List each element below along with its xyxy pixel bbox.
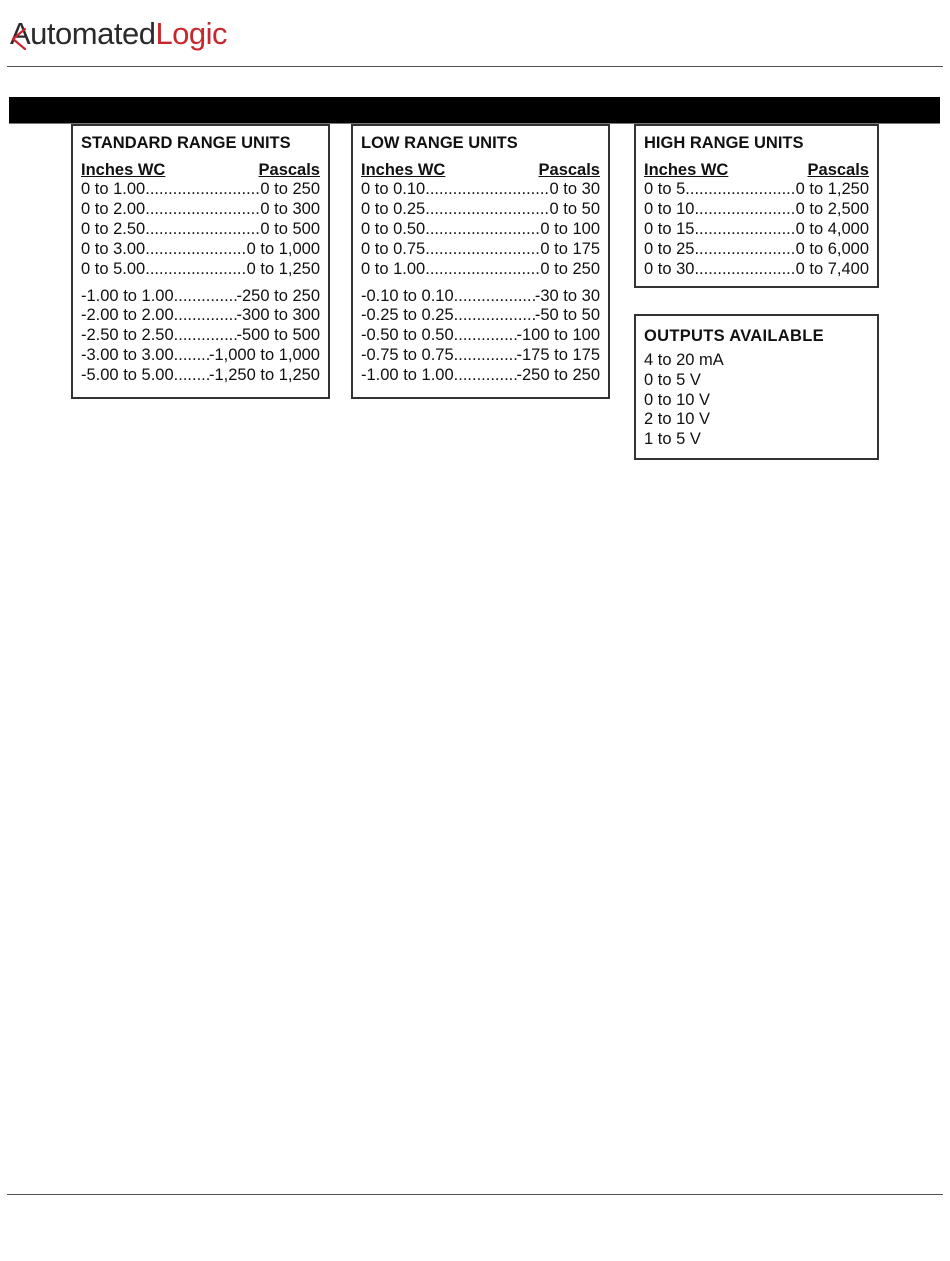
range-row [81, 220, 320, 240]
dot-leader [454, 287, 535, 307]
inches-wc-value: 0 to 5.00 [81, 259, 146, 278]
pascals-value: 0 to 175 [540, 239, 600, 258]
pascals-value: 0 to 250 [540, 259, 600, 278]
pascals-value: -50 to 50 [534, 306, 600, 325]
range-row [81, 366, 320, 386]
inches-wc-value: 0 to 0.25 [361, 199, 426, 218]
pascals-value: 0 to 6,000 [795, 239, 869, 258]
pascals-value: 0 to 1,250 [795, 180, 869, 198]
low-column-headers [361, 160, 600, 180]
range-row [81, 287, 320, 307]
group-spacer [81, 280, 320, 287]
pascals-value: 0 to 100 [540, 219, 600, 238]
pascals-value: -250 to 250 [516, 366, 600, 385]
dot-leader [174, 346, 209, 366]
pascals-value: 0 to 1,250 [246, 259, 320, 278]
range-row [361, 366, 600, 386]
standard-column-headers [81, 160, 320, 180]
inches-wc-value: 0 to 30 [644, 259, 695, 278]
column-header-pascals: Pascals [258, 161, 320, 179]
range-row [644, 260, 869, 280]
inches-wc-value: 0 to 1.00 [361, 259, 426, 278]
dot-leader [454, 306, 535, 326]
range-row [361, 306, 600, 326]
dot-leader [174, 287, 237, 307]
dot-leader [145, 240, 246, 260]
low-range-box [351, 124, 610, 399]
pascals-value: -1,250 to 1,250 [208, 366, 320, 385]
section-title-bar [9, 97, 940, 124]
inches-wc-value: 0 to 0.75 [361, 239, 426, 258]
range-row [361, 200, 600, 220]
outputs-available-title: OUTPUTS AVAILABLE [644, 327, 824, 345]
pascals-value: 0 to 300 [260, 199, 320, 218]
dot-leader [454, 346, 517, 366]
inches-wc-value: -2.50 to 2.50 [81, 326, 174, 345]
inches-wc-value: -0.25 to 0.25 [361, 306, 454, 325]
inches-wc-value: -1.00 to 1.00 [81, 286, 174, 305]
range-row [81, 260, 320, 280]
inches-wc-value: -3.00 to 3.00 [81, 346, 174, 365]
group-spacer [361, 280, 600, 287]
dot-leader [425, 200, 549, 220]
inches-wc-value: -5.00 to 5.00 [81, 366, 174, 385]
logo-swoosh-icon [10, 26, 34, 50]
dot-leader [694, 240, 795, 260]
inches-wc-value: 0 to 2.00 [81, 199, 146, 218]
dot-leader [425, 180, 549, 200]
range-row [81, 306, 320, 326]
footer-divider [7, 1194, 943, 1195]
dot-leader [174, 366, 209, 386]
pascals-value: -250 to 250 [236, 286, 320, 305]
standard-group-positive [81, 180, 320, 280]
pascals-value: -100 to 100 [516, 326, 600, 345]
inches-wc-value: 0 to 5 [644, 180, 686, 198]
pascals-value: -175 to 175 [516, 346, 600, 365]
range-row [644, 200, 869, 220]
pascals-value: 0 to 250 [260, 180, 320, 198]
range-row [81, 326, 320, 346]
dot-leader [694, 200, 795, 220]
output-item: 0 to 5 V [644, 370, 701, 389]
range-row [361, 180, 600, 200]
column-header-inches-wc: Inches WC [644, 161, 729, 179]
high-range-box [634, 124, 879, 288]
inches-wc-value: 0 to 25 [644, 239, 695, 258]
output-item: 0 to 10 V [644, 390, 711, 409]
range-row [361, 326, 600, 346]
pascals-value: 0 to 7,400 [795, 259, 869, 278]
pascals-value: 0 to 50 [549, 199, 600, 218]
pascals-value: 0 to 1,000 [246, 239, 320, 258]
inches-wc-value: -0.10 to 0.10 [361, 286, 454, 305]
standard-group-bipolar [81, 287, 320, 387]
dot-leader [174, 326, 237, 346]
dot-leader [425, 220, 540, 240]
logo-text-logic: Logic [155, 16, 228, 51]
range-row [644, 220, 869, 240]
output-item: 1 to 5 V [644, 430, 701, 449]
pascals-value: 0 to 30 [549, 180, 600, 198]
inches-wc-value: -1.00 to 1.00 [361, 366, 454, 385]
outputs-available-box [634, 314, 879, 460]
range-row [361, 220, 600, 240]
low-range-title: LOW RANGE UNITS [361, 134, 518, 152]
inches-wc-value: 0 to 10 [644, 199, 695, 218]
range-row [81, 346, 320, 366]
column-header-pascals: Pascals [538, 161, 600, 179]
inches-wc-value: -0.50 to 0.50 [361, 326, 454, 345]
inches-wc-value: -0.75 to 0.75 [361, 346, 454, 365]
pascals-value: -500 to 500 [236, 326, 320, 345]
pascals-value: 0 to 500 [260, 219, 320, 238]
range-row [361, 346, 600, 366]
range-row [361, 287, 600, 307]
logo-text-automated: Automated [10, 16, 156, 51]
high-group-positive [644, 180, 869, 280]
dot-leader [694, 260, 795, 280]
dot-leader [145, 180, 260, 200]
inches-wc-value: 0 to 0.50 [361, 219, 426, 238]
inches-wc-value: -2.00 to 2.00 [81, 306, 174, 325]
inches-wc-value: 0 to 0.10 [361, 180, 426, 198]
column-header-pascals: Pascals [807, 161, 869, 179]
pascals-value: 0 to 4,000 [795, 219, 869, 238]
dot-leader [145, 200, 260, 220]
dot-leader [454, 366, 517, 386]
dot-leader [685, 180, 795, 200]
inches-wc-value: 0 to 1.00 [81, 180, 146, 198]
dot-leader [454, 326, 517, 346]
header-divider [7, 66, 943, 67]
pascals-value: -300 to 300 [236, 306, 320, 325]
inches-wc-value: 0 to 15 [644, 219, 695, 238]
output-item: 2 to 10 V [644, 410, 711, 429]
high-range-title: HIGH RANGE UNITS [644, 134, 804, 152]
pascals-value: -1,000 to 1,000 [208, 346, 320, 365]
low-group-positive [361, 180, 600, 280]
dot-leader [694, 220, 795, 240]
standard-range-title: STANDARD RANGE UNITS [81, 134, 291, 152]
range-row [644, 240, 869, 260]
dot-leader [425, 260, 540, 280]
range-row [361, 260, 600, 280]
brand-logo [10, 14, 270, 54]
column-header-inches-wc: Inches WC [361, 161, 446, 179]
column-header-inches-wc: Inches WC [81, 161, 166, 179]
inches-wc-value: 0 to 2.50 [81, 219, 146, 238]
standard-range-box [71, 124, 330, 399]
pascals-value: 0 to 2,500 [795, 199, 869, 218]
dot-leader [145, 260, 246, 280]
range-row [81, 200, 320, 220]
dot-leader [425, 240, 540, 260]
low-group-bipolar [361, 287, 600, 387]
range-row [81, 240, 320, 260]
range-row [81, 180, 320, 200]
dot-leader [174, 306, 237, 326]
range-row [361, 240, 600, 260]
dot-leader [145, 220, 260, 240]
output-item: 4 to 20 mA [644, 351, 724, 369]
range-row [644, 180, 869, 200]
high-column-headers [644, 160, 869, 180]
pascals-value: -30 to 30 [534, 286, 600, 305]
inches-wc-value: 0 to 3.00 [81, 239, 146, 258]
